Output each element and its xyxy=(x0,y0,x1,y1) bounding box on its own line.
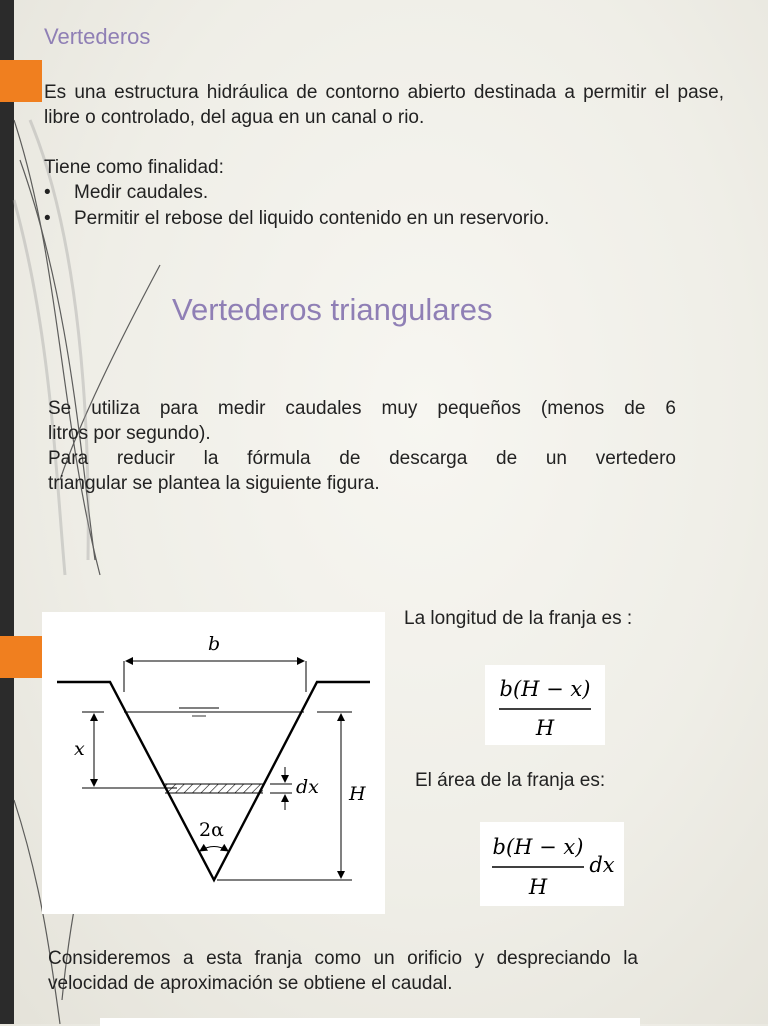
formula-area-denominator: H xyxy=(528,875,548,899)
accent-tab-top xyxy=(0,60,42,102)
formula-strip-area xyxy=(480,822,624,906)
label-x: x xyxy=(74,738,85,760)
strip-area-label: El área de la franja es: xyxy=(415,770,606,791)
accent-tab-bottom xyxy=(0,636,42,678)
formula-area-numerator: b(H − x) xyxy=(492,835,584,859)
formula-area-suffix: dx xyxy=(589,853,615,877)
label-b: b xyxy=(208,633,221,655)
purpose-list xyxy=(44,180,549,232)
intro-paragraph: Es una estructura hidráulica de contorno abierto destinada a permitir el pase, libre o controlado, del agua en un canal o rio. xyxy=(44,82,724,128)
bullet-marker: • xyxy=(44,182,51,203)
usage-paragraph: Se utiliza para medir caudales muy pequeños (menos de 6 litros por segundo). Para reducir la fórmula de descarga de un vertedero triangular se plantea la siguiente figura. xyxy=(48,398,676,494)
next-content-box xyxy=(100,1018,640,1026)
weir-diagram xyxy=(42,612,385,914)
label-angle: 2α xyxy=(199,819,224,841)
formula-length-numerator: b(H − x) xyxy=(499,677,591,701)
strip-length-label: La longitud de la franja es : xyxy=(404,608,633,629)
heading-vertederos: Vertederos xyxy=(44,24,151,49)
bullet-marker: • xyxy=(44,208,51,229)
label-dx: dx xyxy=(296,776,319,798)
list-item: • Medir caudales. xyxy=(44,180,549,206)
list-item: • Permitir el rebose del liquido contenido en un reservorio. xyxy=(44,206,549,232)
heading-vertederos-triangulares: Vertederos triangulares xyxy=(172,292,493,327)
conclusion-paragraph: Consideremos a esta franja como un orificio y despreciando la velocidad de aproximación se obtiene el caudal. xyxy=(48,948,638,994)
label-H: H xyxy=(349,783,366,805)
purpose-label: Tiene como finalidad: xyxy=(44,157,224,178)
formula-strip-length xyxy=(485,665,605,745)
left-sidebar-bar xyxy=(0,0,14,1024)
formula-length-denominator: H xyxy=(535,716,555,740)
